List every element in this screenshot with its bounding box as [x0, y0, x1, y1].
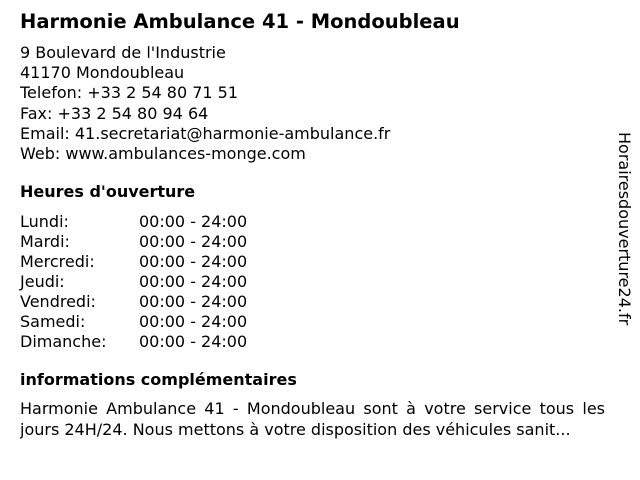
hours-time: 00:00 - 24:00 [139, 312, 248, 332]
hours-row [20, 252, 605, 272]
hours-row [20, 292, 605, 312]
hours-day: Jeudi: [20, 272, 65, 292]
fax-number: Fax: +33 2 54 80 94 64 [20, 103, 209, 123]
website-address: Web: www.ambulances-monge.com [20, 144, 306, 164]
site-watermark: Horairesdouverture24.fr [615, 132, 634, 326]
hours-row [20, 232, 605, 252]
business-card [20, 10, 605, 440]
address-city: 41170 Mondoubleau [20, 63, 185, 83]
hours-day: Dimanche: [20, 332, 107, 352]
info-title: informations complémentaires [20, 370, 297, 390]
hours-table [20, 212, 605, 352]
contact-block [20, 43, 605, 164]
hours-row [20, 312, 605, 332]
hours-day: Mercredi: [20, 252, 95, 272]
hours-day: Samedi: [20, 312, 86, 332]
hours-time: 00:00 - 24:00 [139, 252, 248, 272]
hours-time: 00:00 - 24:00 [139, 212, 248, 232]
hours-day: Vendredi: [20, 292, 96, 312]
hours-time: 00:00 - 24:00 [139, 292, 248, 312]
hours-row [20, 272, 605, 292]
business-name: Harmonie Ambulance 41 - Mondoubleau [20, 10, 460, 33]
hours-day: Lundi: [20, 212, 69, 232]
address-street: 9 Boulevard de l'Industrie [20, 43, 226, 62]
hours-time: 00:00 - 24:00 [139, 232, 248, 252]
hours-time: 00:00 - 24:00 [139, 332, 248, 352]
hours-time: 00:00 - 24:00 [139, 272, 248, 292]
phone-number: Telefon: +33 2 54 80 71 51 [20, 83, 239, 103]
hours-day: Mardi: [20, 232, 70, 252]
hours-row [20, 212, 605, 232]
hours-title: Heures d'ouverture [20, 182, 196, 202]
info-description: Harmonie Ambulance 41 - Mondoubleau sont à votre service tous les jours 24H/24. Nous mettons à votre disposition des véhicules sanit... [20, 399, 605, 439]
hours-row [20, 332, 605, 352]
email-address: Email: 41.secretariat@harmonie-ambulance.fr [20, 123, 391, 143]
